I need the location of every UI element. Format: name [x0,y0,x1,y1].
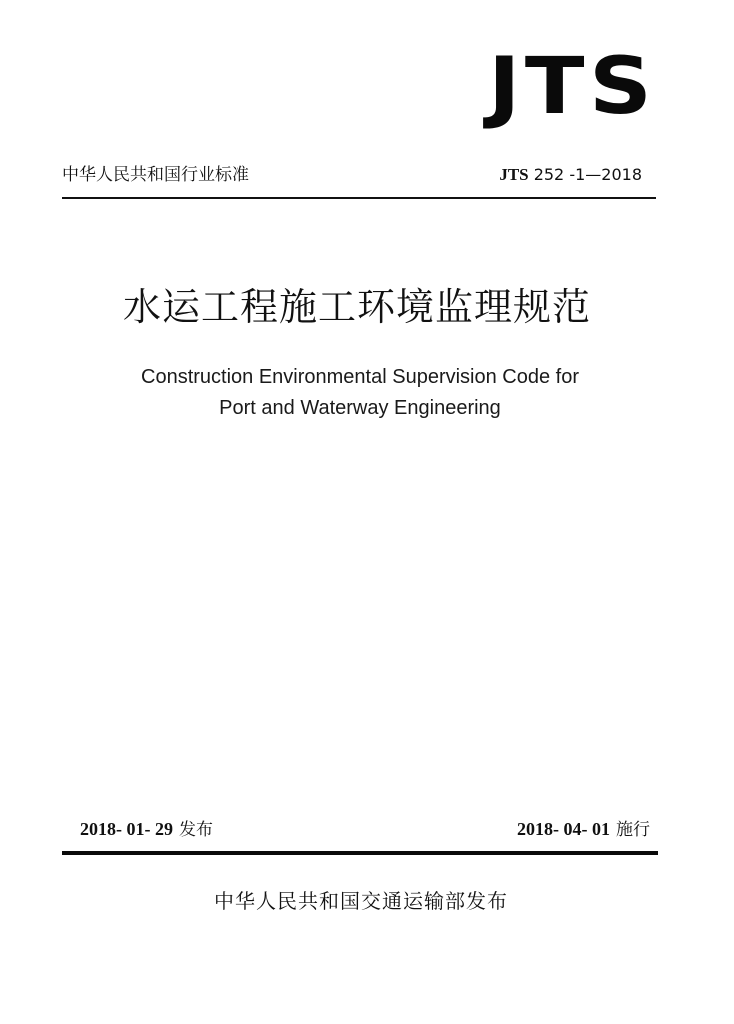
standard-number [499,162,642,188]
title-english [0,362,720,424]
effective-date-value: 2018- 04- 01 [517,819,610,839]
effective-date-label: 施行 [616,820,650,840]
publish-date [80,815,213,844]
publish-date-label: 发布 [179,820,213,840]
bottom-rule [62,851,658,855]
header-row [62,162,656,190]
standard-category: 中华人民共和国行业标准 [62,165,249,185]
standard-number-prefix: JTS [499,165,529,184]
standard-number-code: 252 -1—2018 [528,165,642,184]
title-chinese: 水运工程施工环境监理规范 [122,285,591,329]
title-english-line-1: Construction Environmental Supervision Code for [141,366,579,388]
top-rule [62,197,656,199]
title-english-line-2: Port and Waterway Engineering [219,397,501,419]
dates-row [80,815,650,845]
publisher: 中华人民共和国交通运输部发布 [214,889,508,913]
effective-date [517,815,650,844]
jts-logo: JTS [487,42,656,132]
publish-date-value: 2018- 01- 29 [80,819,173,839]
